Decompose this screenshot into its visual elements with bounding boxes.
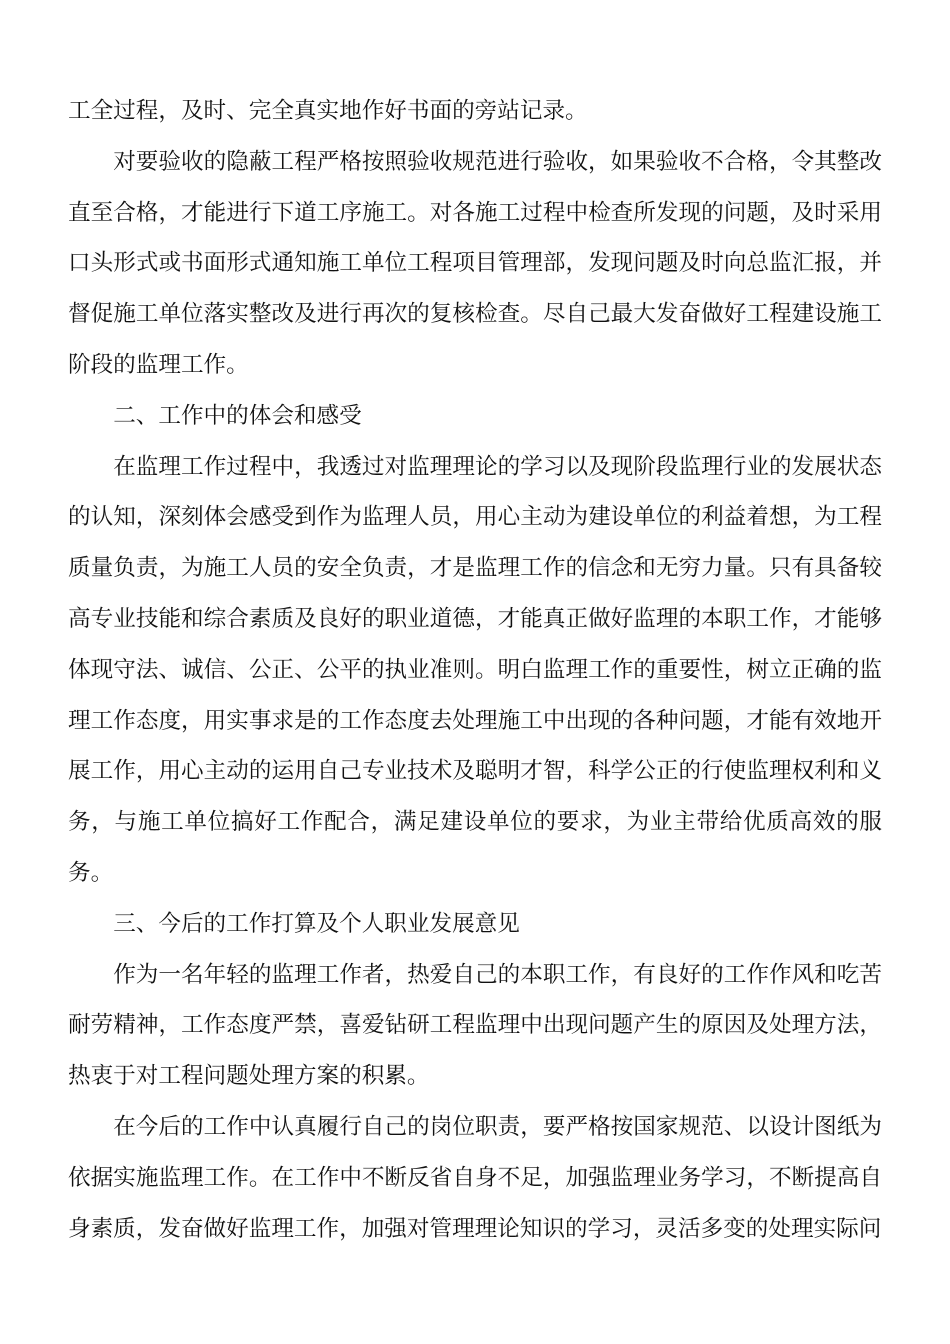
paragraph-self-description: 作为一名年轻的监理工作者，热爱自己的本职工作，有良好的工作作风和吃苦耐劳精神，工作态度严禁，喜爱钻研工程监理中出现问题产生的原因及处理方法，热衷于对工程问题处理方案的积累。 [68, 961, 882, 1090]
paragraph-hidden-works-acceptance: 对要验收的隐蔽工程严格按照验收规范进行验收，如果验收不合格，令其整改直至合格，才能进行下道工序施工。对各施工过程中检查所发现的问题，及时采用口头形式或书面形式通知施工单位工程项目管理部，发现问题及时向总监汇报，并督促施工单位落实整改及进行再次的复核检查。尽自己最大发奋做好工程建设施工阶段的监理工作。 [68, 148, 882, 378]
section-heading-future-plans: 三、今后的工作打算及个人职业发展意见 [113, 910, 520, 937]
section-heading-experience: 二、工作中的体会和感受 [113, 402, 362, 429]
paragraph-future-work: 在今后的工作中认真履行自己的岗位职责，要严格按国家规范、以设计图纸为依据实施监理工作。在工作中不断反省自身不足，加强监理业务学习，不断提高自身素质，发奋做好监理工作，加强对管理理论知识的学习，灵活多变的处理实际问 [68, 1113, 882, 1242]
paragraph-experience: 在监理工作过程中，我透过对监理理论的学习以及现阶段监理行业的发展状态的认知，深刻体会感受到作为监理人员，用心主动为建设单位的利益着想，为工程质量负责，为施工人员的安全负责，才是监理工作的信念和无穷力量。只有具备较高专业技能和综合素质及良好的职业道德，才能真正做好监理的本职工作，才能够体现守法、诚信、公正、公平的执业准则。明白监理工作的重要性，树立正确的监理工作态度，用实事求是的工作态度去处理施工中出现的各种问题，才能有效地开展工作，用心主动的运用自己专业技术及聪明才智，科学公正的行使监理权利和义务，与施工单位搞好工作配合，满足建设单位的要求，为业主带给优质高效的服务。 [68, 453, 882, 886]
paragraph-continuation: 工全过程，及时、完全真实地作好书面的旁站记录。 [68, 98, 588, 124]
document-body [68, 86, 882, 1254]
